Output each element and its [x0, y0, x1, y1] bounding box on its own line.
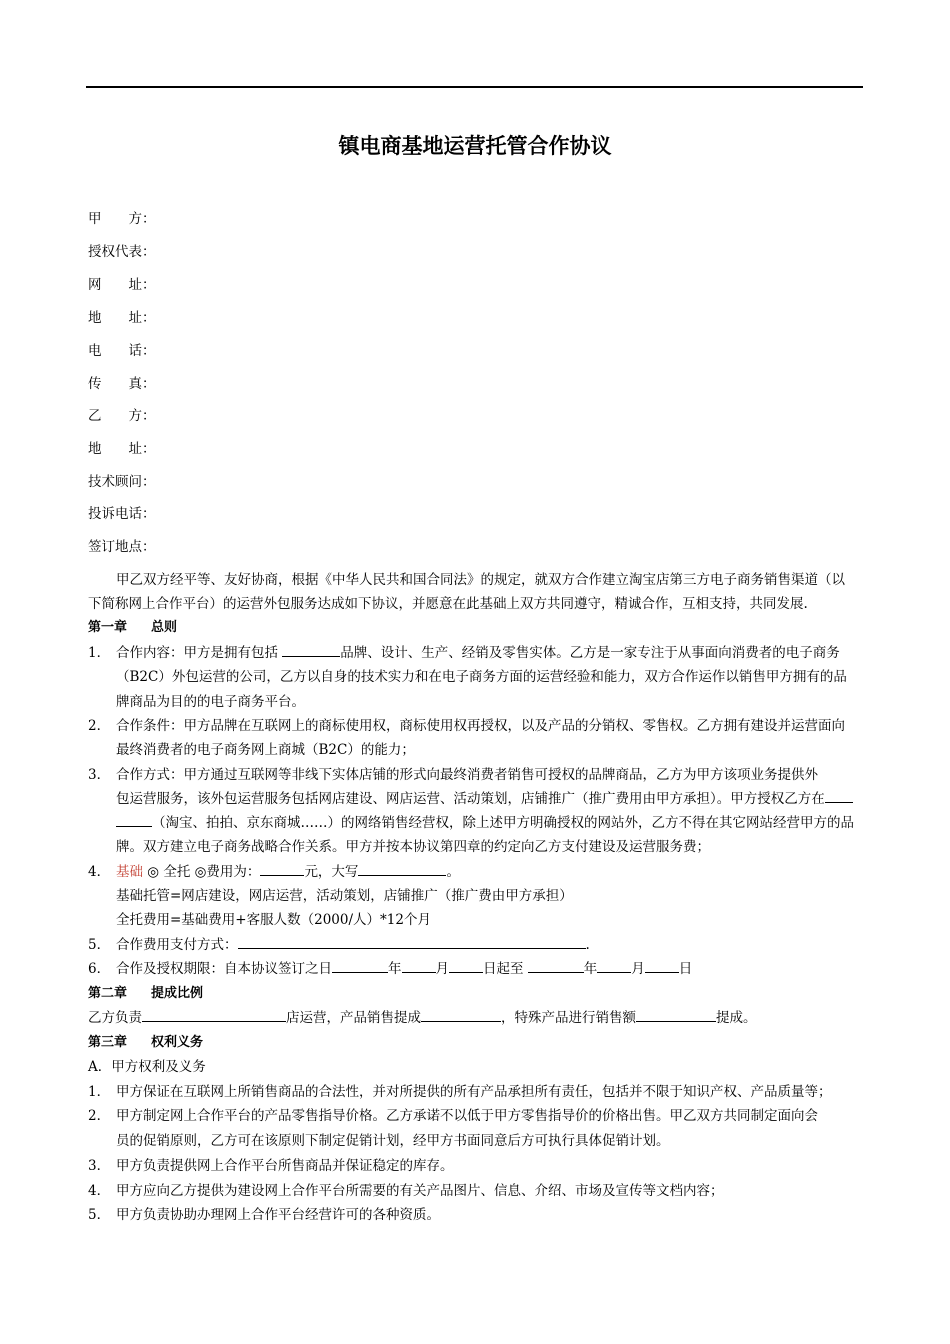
field-fax: 传 真： [88, 376, 156, 392]
platform-blank-a [825, 789, 853, 803]
item-1-text-a: 合作内容：甲方是拥有包括 [116, 645, 283, 661]
commission-line [88, 1006, 757, 1026]
a-item-1-number: 1． [88, 1084, 111, 1100]
period: 。 [446, 864, 460, 880]
option-text: ◎ 全托 ◎费用为： [143, 864, 261, 880]
fee-amount-blank [260, 862, 304, 876]
commission-rate-blank [421, 1008, 501, 1022]
field-tech-advisor: 技术顾问： [88, 474, 156, 490]
year-label-2: 年 [583, 961, 598, 977]
a-item-5-number: 5． [88, 1207, 111, 1223]
month-blank [402, 959, 436, 973]
item-1-number: 1． [88, 645, 111, 661]
item-2-number: 2． [88, 718, 111, 734]
item-1-line-2: （B2C）外包运营的公司，乙方以自身的技术实力和在电子商务方面的运营经验和能力，双方合作运作以销售甲方拥有的品 [116, 669, 847, 685]
item-3-line-1: 合作方式：甲方通过互联网等非线下实体店铺的形式向最终消费者销售可授权的品牌商品，乙方为甲方该项业务提供外 [116, 767, 818, 783]
a-item-2-text-cont: 员的促销原则，乙方可在该原则下制定促销计划，经甲方书面同意后方可执行具体促销计划。 [116, 1133, 670, 1149]
section-a-heading: A．甲方权利及义务 [88, 1059, 206, 1075]
field-address-b: 地 址： [88, 441, 156, 457]
intro-line-1: 甲乙双方经平等、友好协商，根据《中华人民共和国合同法》的规定，就双方合作建立淘宝店第三方电子商务销售渠道（以 [116, 572, 845, 588]
chapter-2-heading [88, 982, 203, 1001]
month-label: 月 [435, 961, 449, 977]
fee-words-blank [358, 862, 446, 876]
chapter-3-heading [88, 1031, 203, 1050]
day-blank-2 [645, 959, 679, 973]
chapter-label: 第二章 [88, 986, 128, 1001]
chapter-title: 提成比例 [151, 986, 204, 1001]
a-item-4-text: 甲方应向乙方提供为建设网上合作平台所需要的有关产品图片、信息、介绍、市场及宣传等文档内容； [116, 1183, 724, 1199]
chapter-label: 第三章 [88, 1035, 128, 1050]
item-3-text: （淘宝、拍拍、京东商城……）的网络销售经营权，除上述甲方明确授权的网站外，乙方不得在其它网站经营甲方的品 [152, 815, 854, 831]
item-3-line-2 [116, 787, 853, 807]
year-label: 年 [388, 961, 402, 977]
chapter-title: 总则 [151, 620, 178, 635]
day-blank [449, 959, 483, 973]
a-item-5-text: 甲方负责协助办理网上合作平台经营许可的各种资质。 [116, 1207, 440, 1223]
field-address-a: 地 址： [88, 310, 156, 326]
field-complaint-phone: 投诉电话： [88, 506, 156, 522]
commission-text-d: 提成。 [716, 1010, 757, 1026]
field-signing-place: 签订地点： [88, 539, 156, 555]
item-3-number: 3． [88, 767, 111, 783]
field-phone: 电 话： [88, 343, 156, 359]
a-item-4-number: 4． [88, 1183, 111, 1199]
item-6-line [116, 957, 692, 977]
chapter-1-heading [88, 616, 177, 635]
year-blank-2 [528, 959, 584, 973]
option-basic: 基础 [116, 864, 143, 880]
item-5-number: 5． [88, 937, 111, 953]
item-3-line-3 [116, 811, 854, 831]
term-label: 合作及授权期限：自本协议签订之日 [116, 961, 332, 977]
intro-line-2: 下简称网上合作平台）的运营外包服务达成如下协议，并愿意在此基础上双方共同遵守，精诚合作，互相支持，共同发展. [88, 596, 808, 612]
item-2-line-1: 合作条件：甲方品牌在互联网上的商标使用权，商标使用权再授权，以及产品的分销权、零售权。乙方拥有建设并运营面向 [116, 718, 845, 734]
field-authorized-rep: 授权代表： [88, 244, 156, 260]
item-4-line-2: 基础托管=网店建设，网店运营，活动策划，店铺推广（推广费由甲方承担） [116, 888, 573, 904]
day-from-label: 日起至 [483, 961, 528, 977]
field-party-a: 甲 方： [88, 211, 156, 227]
item-3-line-4: 牌。双方建立电子商务战略合作关系。甲方并按本协议第四章的约定向乙方支付建设及运营服务费； [116, 839, 710, 855]
a-item-2-number: 2． [88, 1108, 111, 1124]
a-item-1-text: 甲方保证在互联网上所销售商品的合法性，并对所提供的所有产品承担所有责任，包括并不限于知识产权、产品质量等； [116, 1084, 832, 1100]
payment-label: 合作费用支付方式： [116, 937, 238, 953]
month-blank-2 [597, 959, 631, 973]
a-item-2-text: 甲方制定网上合作平台的产品零售指导价格。乙方承诺不以低于甲方零售指导价的价格出售。甲乙双方共同制定面向会 [116, 1108, 818, 1124]
fee-unit: 元，大写 [304, 864, 359, 880]
item-1-line-3: 牌商品为目的的电子商务平台。 [116, 694, 305, 710]
platform-blank-b [116, 813, 152, 827]
field-party-b: 乙 方： [88, 408, 156, 424]
item-5-line [116, 933, 590, 953]
field-website: 网 址： [88, 277, 156, 293]
chapter-title: 权利义务 [151, 1035, 204, 1050]
day-label-2: 日 [678, 961, 693, 977]
item-4-line-3: 全托费用=基础费用+客服人数（2000/人）*12个月 [116, 912, 431, 928]
item-2-line-2: 最终消费者的电子商务网上商城（B2C）的能力； [116, 742, 415, 758]
document-title: 镇电商基地运营托管合作协议 [338, 134, 612, 158]
header-rule [86, 86, 863, 88]
a-item-3-number: 3． [88, 1158, 111, 1174]
brand-blank [282, 643, 340, 657]
chapter-label: 第一章 [88, 620, 128, 635]
a-item-3-text: 甲方负责提供网上合作平台所售商品并保证稳定的库存。 [116, 1158, 454, 1174]
item-4-number: 4． [88, 864, 111, 880]
payment-blank [238, 935, 586, 949]
period: . [585, 937, 590, 953]
special-rate-blank [636, 1008, 716, 1022]
item-4-line-1 [116, 860, 460, 880]
commission-text-a: 乙方负责 [88, 1010, 142, 1026]
month-label-2: 月 [631, 961, 645, 977]
commission-text-c: ，特殊产品进行销售额 [501, 1010, 636, 1026]
year-blank [332, 959, 388, 973]
store-blank [142, 1008, 286, 1022]
item-3-text: 包运营服务，该外包运营服务包括网店建设、网店运营、活动策划，店铺推广（推广费用由甲方承担）。甲方授权乙方在 [116, 791, 825, 807]
item-1-line-1 [116, 641, 840, 661]
item-6-number: 6． [88, 961, 111, 977]
item-1-text-b: 品牌、设计、生产、经销及零售实体。乙方是一家专注于从事面向消费者的电子商务 [340, 645, 840, 661]
commission-text-b: 店运营，产品销售提成 [286, 1010, 421, 1026]
